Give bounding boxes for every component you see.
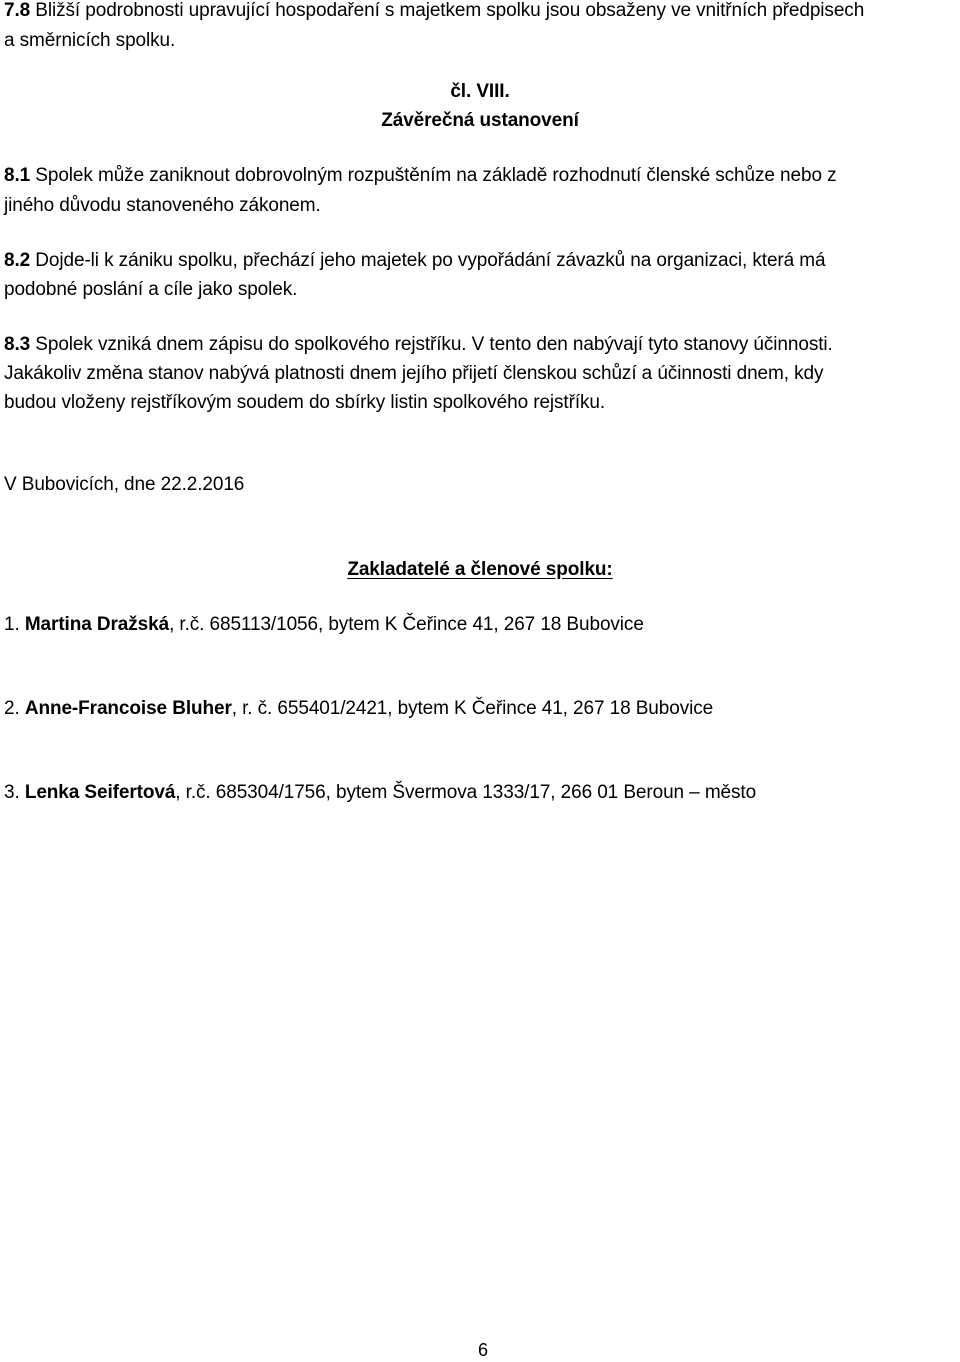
section-8-1-line-2: jiného důvodu stanoveného zákonem. [4, 195, 321, 216]
section-text: Spolek vzniká dnem zápisu do spolkového rejstříku. V tento den nabývají tyto stanovy účinnosti. [30, 334, 833, 355]
section-8-3-line-3: budou vloženy rejstříkovým soudem do sbírky listin spolkového rejstříku. [4, 392, 606, 413]
founders-heading-text: Zakladatelé a členové spolku: [347, 559, 613, 580]
section-text: Bližší podrobnosti upravující hospodaření s majetkem spolku jsou obsaženy ve vnitřních předpisech [30, 0, 865, 21]
article-title: Závěrečná ustanovení [381, 110, 579, 131]
member-index: 1. [4, 614, 25, 635]
section-8-1-line-1 [4, 161, 836, 191]
member-index: 3. [4, 782, 25, 803]
member-name: Lenka Seifertová [24, 782, 176, 803]
section-7-8-line-1 [4, 0, 864, 26]
member-entry-1 [4, 610, 644, 640]
section-8-2-line-1 [4, 246, 825, 276]
section-7-8-line-2: a směrnicích spolku. [4, 30, 176, 51]
section-number: 8.2 [4, 250, 31, 271]
founders-heading [0, 555, 960, 585]
section-number: 8.3 [4, 334, 31, 355]
member-entry-2 [4, 694, 713, 724]
member-index: 2. [4, 698, 25, 719]
section-number: 7.8 [4, 0, 31, 21]
member-name: Anne-Francoise Bluher [24, 698, 232, 719]
section-8-3-line-2: Jakákoliv změna stanov nabývá platnosti dnem jejího přijetí členskou schůzí a účinnosti dnem, kdy [4, 363, 824, 384]
member-name: Martina Dražská [24, 614, 170, 635]
section-text: Dojde-li k zániku spolku, přechází jeho majetek po vypořádání závazků na organizaci, která má [30, 250, 826, 271]
member-entry-3 [4, 778, 756, 808]
article-number: čl. VIII. [450, 81, 510, 102]
member-details: , r.č. 685304/1756, bytem Švermova 1333/17, 266 01 Beroun – město [175, 782, 757, 803]
section-number: 8.1 [4, 165, 31, 186]
place-and-date: V Bubovicích, dne 22.2.2016 [4, 474, 245, 495]
member-details: , r.č. 685113/1056, bytem K Čeřince 41, 267 18 Bubovice [169, 614, 644, 635]
section-8-2-line-2: podobné poslání a cíle jako spolek. [4, 279, 298, 300]
member-details: , r. č. 655401/2421, bytem K Čeřince 41, 267 18 Bubovice [231, 698, 714, 719]
page-number: 6 [477, 1340, 488, 1360]
section-8-3-line-1 [4, 330, 833, 360]
section-text: Spolek může zaniknout dobrovolným rozpuštěním na základě rozhodnutí členské schůze nebo z [30, 165, 837, 186]
